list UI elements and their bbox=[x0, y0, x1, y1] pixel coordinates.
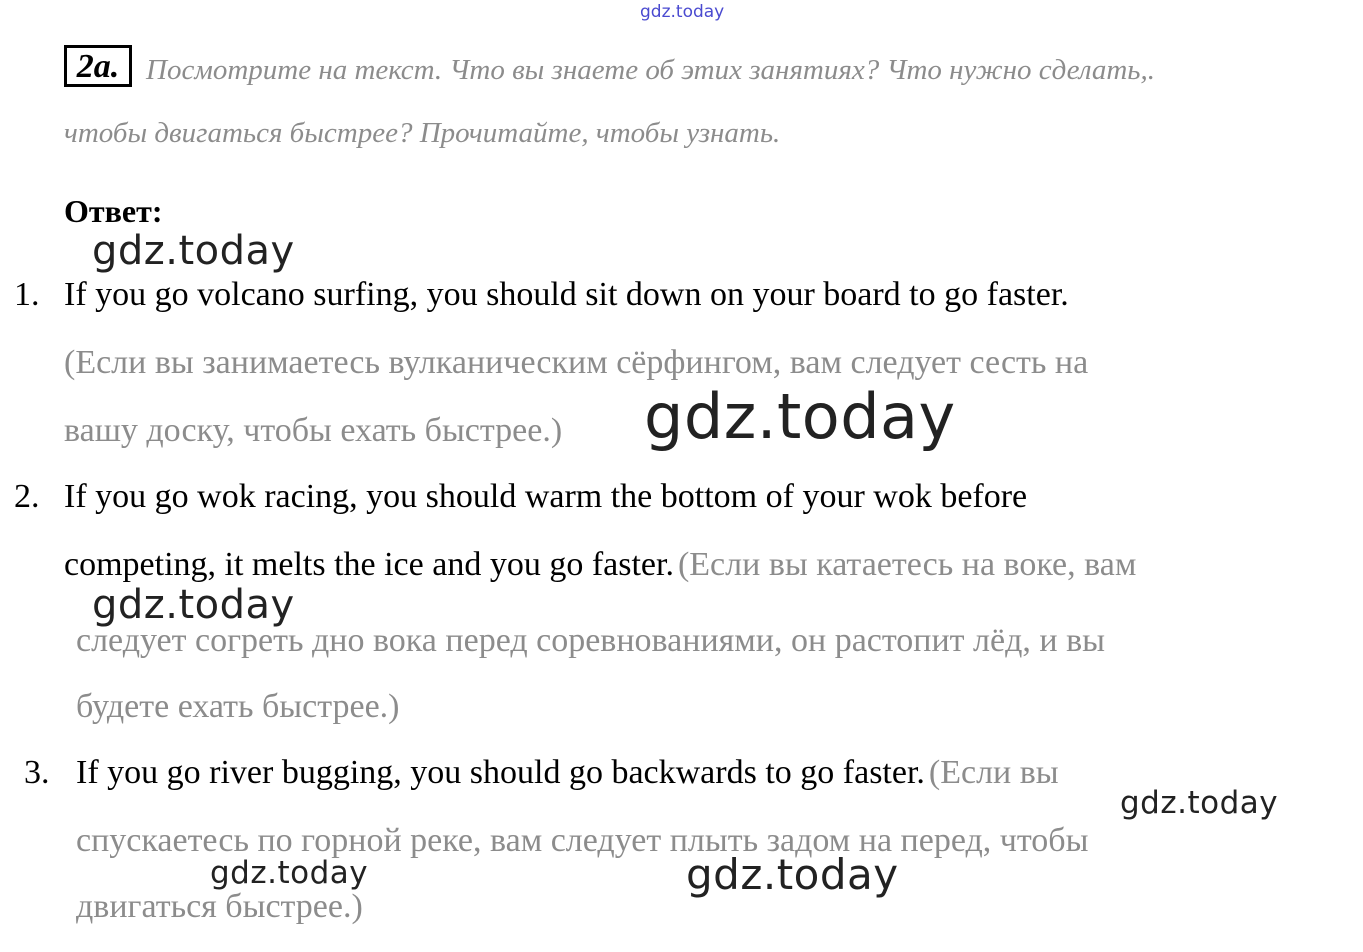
watermark: gdz.today bbox=[644, 380, 956, 453]
item-russian-text: будете ехать быстрее.) bbox=[76, 688, 400, 725]
task-text-line-1: Посмотрите на текст. Что вы знаете об этих занятиях? Что нужно сделать,. bbox=[146, 54, 1155, 86]
task-number-box: 2a. bbox=[64, 45, 132, 87]
watermark: gdz.today bbox=[210, 855, 369, 891]
item-russian-text: вашу доску, чтобы ехать быстрее.) bbox=[64, 412, 563, 449]
task-text-line-2: чтобы двигаться быстрее? Прочитайте, чтобы узнать. bbox=[64, 117, 781, 149]
item-english-text: If you go river bugging, you should go backwards to go faster. bbox=[76, 754, 925, 791]
answer-label: Ответ: bbox=[64, 193, 163, 229]
item-number: 3. bbox=[24, 754, 50, 791]
item-english-text: If you go wok racing, you should warm the bottom of your wok before bbox=[64, 478, 1028, 515]
item-mixed-line bbox=[76, 754, 1059, 792]
item-russian-text: следует согреть дно вока перед соревнованиями, он растопит лёд, и вы bbox=[76, 622, 1105, 659]
item-russian-text: (Если вы bbox=[928, 754, 1059, 791]
item-number: 1. bbox=[14, 276, 40, 313]
item-russian-text: спускаетесь по горной реке, вам следует плыть задом на перед, чтобы bbox=[76, 822, 1089, 859]
item-russian-text: (Если вы катаетесь на воке, вам bbox=[677, 546, 1137, 583]
watermark-top: gdz.today bbox=[640, 2, 725, 22]
watermark: gdz.today bbox=[92, 228, 295, 274]
item-number: 2. bbox=[14, 478, 40, 515]
item-russian-text: двигаться быстрее.) bbox=[76, 888, 363, 925]
item-mixed-line bbox=[64, 546, 1136, 584]
item-english-text: If you go volcano surfing, you should sit down on your board to go faster. bbox=[64, 276, 1069, 313]
item-russian-text: (Если вы занимаетесь вулканическим сёрфингом, вам следует сесть на bbox=[64, 344, 1089, 381]
watermark: gdz.today bbox=[686, 850, 899, 899]
watermark: gdz.today bbox=[1120, 785, 1279, 821]
item-english-text: competing, it melts the ice and you go faster. bbox=[64, 546, 674, 583]
watermark: gdz.today bbox=[92, 582, 295, 628]
